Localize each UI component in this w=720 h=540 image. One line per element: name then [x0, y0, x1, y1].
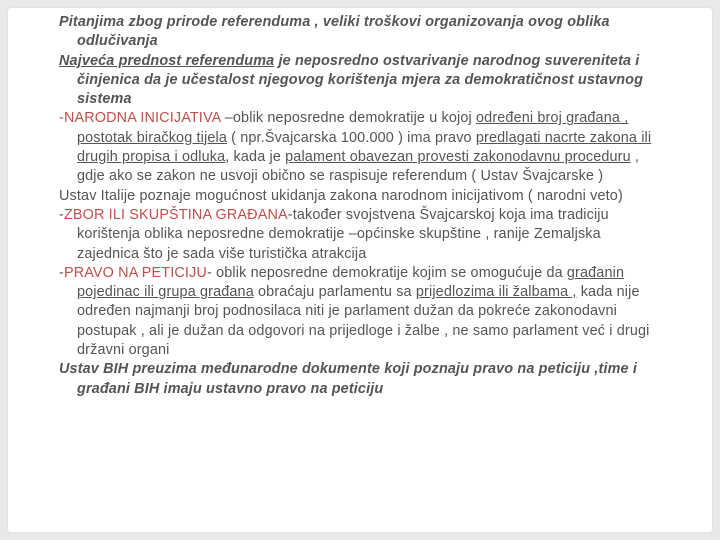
term-zbor-gradjana: ZBOR ILI SKUPŠTINA GRAĐANA	[63, 206, 288, 223]
paragraph-text: obraćaju parlamentu sa	[253, 284, 416, 301]
underlined-phrase: palament obavezan provesti zakonodavnu proceduru	[285, 149, 631, 166]
paragraph-ustav-bih	[59, 360, 659, 399]
paragraph-text: -također svojstvena Švajcarskoj koja ima tradiciju korištenja oblika neposredne demokratije –općinske skupštine , ranije Zemaljska zajednica što je sada više turistička atrakcija	[77, 206, 609, 262]
paragraph-text: , gdje ako se zakon ne usvoji obično se raspisuje referendum ( Ustav Švajcarske )	[77, 149, 640, 185]
paragraph-text: Pitanjima zbog prirode referenduma , veliki troškovi organizovanja ovog oblika odlučivanja	[59, 14, 610, 50]
dash-marker: -	[59, 206, 64, 223]
paragraph-narodni-veto	[59, 187, 659, 206]
underlined-phrase: predlagati nacrte zakona ili drugih propisa i odluka	[77, 129, 652, 166]
term-pravo-na-peticiju: PRAVO NA PETICIJU	[63, 264, 207, 281]
term-narodna-inicijativa: NARODNA INICIJATIVA	[63, 110, 221, 127]
paragraph-pravo-na-peticiju	[59, 264, 659, 360]
paragraph-text: , kada je	[225, 149, 286, 166]
paragraph-text: –oblik neposredne demokratije u kojoj	[220, 110, 477, 127]
paragraph-text: - oblik neposredne demokratije kojim se omogućuje da	[206, 264, 567, 281]
underlined-phrase: građanin pojedinac ili grupa građana	[77, 264, 625, 301]
underlined-phrase: određeni broj građana , postotak biračkog tijela	[77, 110, 629, 146]
underlined-phrase: prijedlozima ili žalbama ,	[415, 284, 577, 301]
paragraph-text: kada nije određen najmanji broj podnosilaca niti je parlament dužan da pokreće zakonodavni postupak , ali je dužan da odgovori na prijedloge i žalbe , ne samo parlament već i drugi državni organi	[77, 284, 650, 359]
dash-marker: -	[59, 110, 64, 127]
paragraph-text: ( npr.Švajcarska 100.000 ) ima pravo	[227, 129, 476, 146]
paragraph-narodna-inicijativa	[59, 109, 659, 186]
paragraph-text: je neposredno ostvarivanje narodnog suvereniteta i činjenica da je učestalost njegovog korištenja mjera za demokratičnost ustavnog sistema	[77, 52, 644, 108]
paragraph-text: Ustav BIH preuzima međunarodne dokumente koji poznaju pravo na peticiju ,time i građani BIH imaju ustavno pravo na peticiju	[59, 361, 637, 397]
paragraph-zbor-gradjana	[59, 206, 659, 264]
paragraph-referendum-advantage	[59, 52, 659, 110]
dash-marker: -	[59, 264, 64, 281]
underlined-phrase: Najveća prednost referenduma	[59, 52, 275, 69]
paragraph-text: Ustav Italije poznaje mogućnost ukidanja zakona narodnom inicijativom ( narodni veto)	[59, 187, 623, 204]
paragraph-referendum-costs	[59, 13, 659, 52]
slide-content	[59, 13, 659, 399]
slide	[8, 8, 712, 532]
